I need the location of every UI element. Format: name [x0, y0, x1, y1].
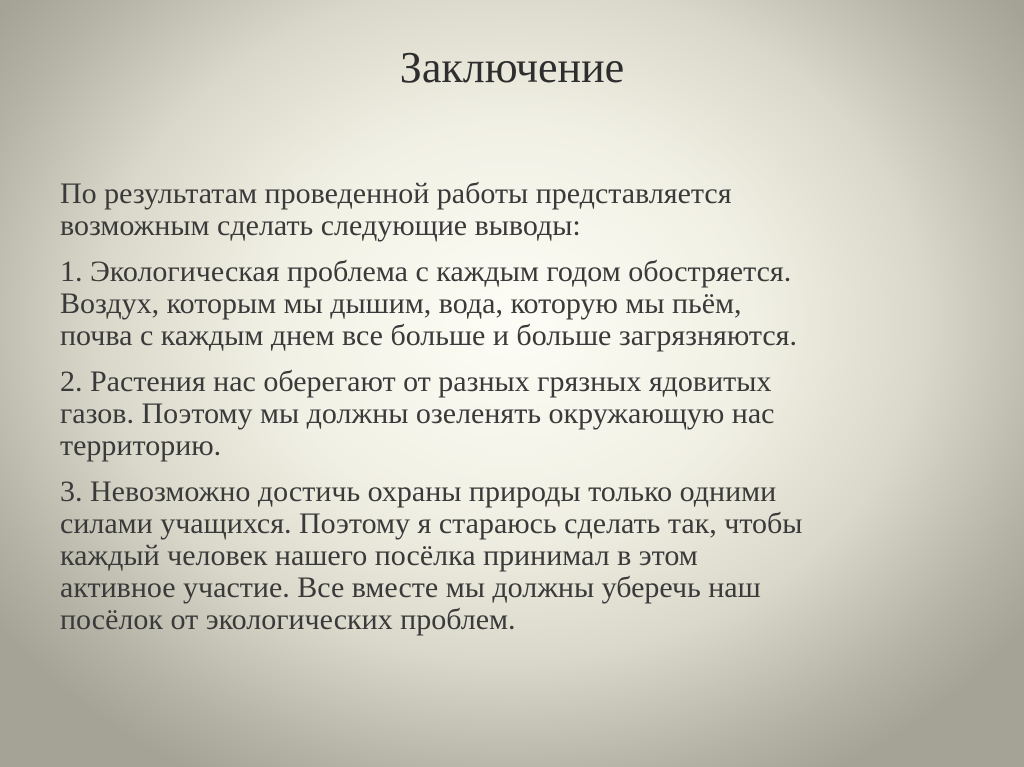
text-line: территорию. — [60, 429, 222, 462]
text-line: каждый человек нашего посёлка принимал в этом — [60, 539, 698, 572]
slide-body — [60, 178, 960, 650]
text-line: 1. Экологическая проблема с каждым годом обостряется. — [60, 255, 792, 288]
slide-title: Заключение — [399, 43, 625, 92]
intro-paragraph — [60, 178, 960, 242]
conclusion-item-3 — [60, 476, 960, 636]
conclusion-item-2 — [60, 366, 960, 462]
text-line: Воздух, которым мы дышим, вода, которую мы пьём, — [60, 287, 742, 320]
text-line: 2. Растения нас оберегают от разных грязных ядовитых — [60, 365, 772, 398]
text-line: возможным сделать следующие выводы: — [60, 209, 581, 242]
text-line: активное участие. Все вместе мы должны уберечь наш — [60, 571, 761, 604]
text-line: посёлок от экологических проблем. — [60, 603, 516, 636]
text-line: 3. Невозможно достичь охраны природы только одними — [60, 475, 777, 508]
text-line: По результатам проведенной работы представляется — [60, 177, 732, 210]
text-line: почва с каждым днем все больше и больше загрязняются. — [60, 319, 797, 352]
text-line: силами учащихся. Поэтому я стараюсь сделать так, чтобы — [60, 507, 803, 540]
text-line: газов. Поэтому мы должны озеленять окружающую нас — [60, 397, 775, 430]
conclusion-item-1 — [60, 256, 960, 352]
